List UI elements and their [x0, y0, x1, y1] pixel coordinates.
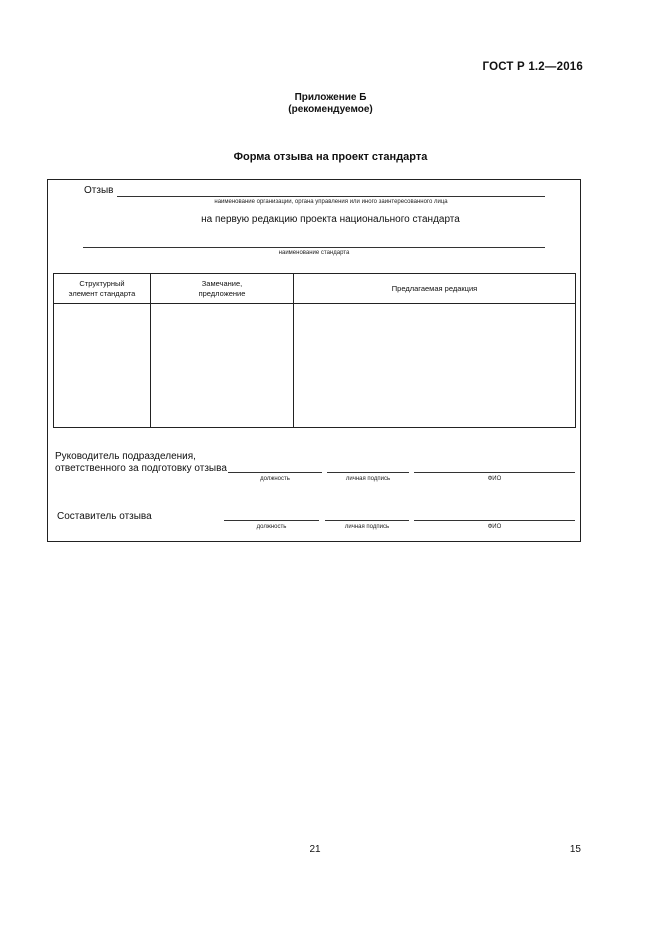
- position-caption: должность: [260, 476, 290, 482]
- header-line: Структурный: [79, 278, 125, 288]
- document-designation: ГОСТ Р 1.2—2016: [482, 61, 583, 73]
- review-table: [53, 273, 576, 428]
- page-number-center: 21: [309, 844, 321, 855]
- draft-edition-text: на первую редакцию проекта национального стандарта: [201, 214, 460, 225]
- column-header-structural-element: [54, 274, 151, 304]
- appendix-status: (рекомендуемое): [288, 104, 373, 115]
- compiler-label: Составитель отзыва: [57, 511, 152, 522]
- signature-caption: личная подпись: [345, 476, 391, 482]
- head-position-line[interactable]: [228, 472, 322, 473]
- column-header-remark: [151, 274, 294, 304]
- compiler-name-line[interactable]: [414, 520, 575, 521]
- remark-cell[interactable]: [151, 304, 294, 428]
- form-title: Форма отзыва на проект стандарта: [233, 151, 428, 163]
- organization-line[interactable]: [117, 196, 545, 197]
- head-label-line-2: ответственного за подготовку отзыва: [55, 463, 227, 474]
- signature-caption: личная подпись: [344, 524, 390, 530]
- organization-caption: наименование организации, органа управления или иного заинтересованного лица: [214, 199, 448, 205]
- page-number-right: 15: [569, 844, 581, 855]
- table-header-row: [54, 274, 576, 304]
- appendix-title: Приложение Б: [294, 92, 367, 103]
- head-name-line[interactable]: [414, 472, 575, 473]
- standard-name-line[interactable]: [83, 247, 545, 248]
- column-header-proposed-wording: [294, 274, 576, 304]
- header-line: Предлагаемая редакция: [391, 283, 478, 293]
- table-row: [54, 304, 576, 428]
- header-line: предложение: [198, 288, 246, 298]
- head-signature-line[interactable]: [327, 472, 409, 473]
- compiler-signature-line[interactable]: [325, 520, 409, 521]
- header-line: Замечание,: [201, 278, 243, 288]
- header-line: элемент стандарта: [68, 288, 136, 298]
- name-caption: ФИО: [487, 524, 502, 530]
- head-label-line-1: Руководитель подразделения,: [55, 451, 196, 462]
- name-caption: ФИО: [487, 476, 502, 482]
- standard-name-caption: наименование стандарта: [278, 250, 350, 256]
- structural-element-cell[interactable]: [54, 304, 151, 428]
- review-label: Отзыв: [84, 185, 114, 196]
- position-caption: должность: [256, 524, 287, 530]
- compiler-position-line[interactable]: [224, 520, 319, 521]
- proposed-wording-cell[interactable]: [294, 304, 576, 428]
